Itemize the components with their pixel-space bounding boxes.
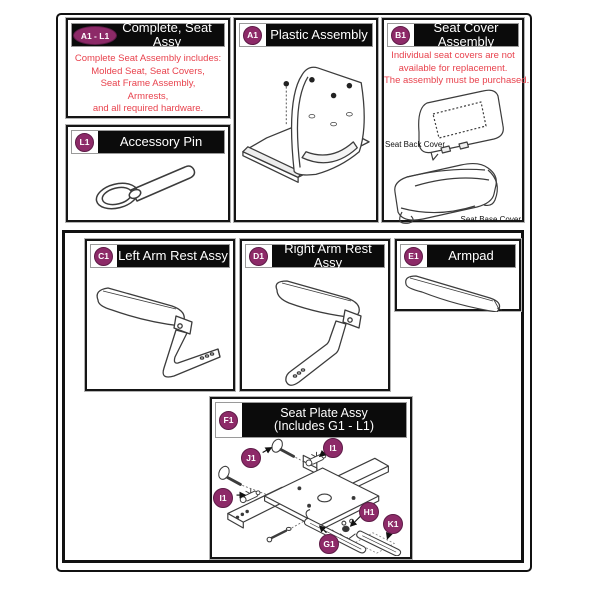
panel-armpad-header bbox=[400, 244, 516, 268]
panel-seat-plate bbox=[210, 397, 412, 559]
complete-note-text: Complete Seat Assembly includes: Molded Seat, Seat Covers, Seat Frame Assembly, Armrests, and all required hardware. bbox=[74, 53, 222, 114]
panel-seat-plate-header bbox=[215, 402, 407, 438]
panel-seat-cover-header bbox=[387, 20, 519, 49]
callout-i1-left: I1 bbox=[213, 488, 233, 508]
accessory-pin-icon bbox=[73, 154, 223, 218]
seat-plate-title-line2: (Includes G1 - L1) bbox=[273, 419, 375, 433]
panel-left-arm-title: Left Arm Rest Assy bbox=[117, 245, 229, 267]
panel-seat-cover-title: Seat Cover Assembly bbox=[414, 24, 518, 46]
badge-a1-l1: A1 - L1 bbox=[73, 26, 117, 45]
callout-h1: H1 bbox=[359, 502, 379, 522]
badge-c1: C1 bbox=[94, 247, 113, 266]
panel-complete-seat-assy bbox=[66, 18, 230, 118]
badge-e1: E1 bbox=[404, 247, 423, 266]
callout-j1: J1 bbox=[241, 448, 261, 468]
panel-left-arm-header bbox=[90, 244, 230, 268]
panel-seat-plate-title bbox=[242, 403, 406, 437]
accessory-pin-drawing bbox=[68, 154, 228, 218]
seat-covers-icon bbox=[385, 88, 521, 226]
panel-right-arm-title: Right Arm Rest Assy bbox=[272, 245, 384, 267]
panel-left-arm-rest bbox=[85, 239, 235, 391]
callout-i1-top: I1 bbox=[323, 438, 343, 458]
panel-armpad bbox=[395, 239, 521, 311]
seat-plate-title-line1: Seat Plate Assy bbox=[280, 405, 368, 420]
callout-k1: K1 bbox=[383, 514, 403, 534]
panel-seat-cover bbox=[382, 18, 530, 224]
seat-plate-diagram bbox=[213, 438, 409, 556]
panel-right-arm-rest bbox=[240, 239, 390, 391]
panel-seat-cover-body bbox=[384, 47, 530, 226]
badge-a1: A1 bbox=[243, 26, 262, 45]
panel-plastic-assembly bbox=[234, 18, 378, 222]
badge-l1: L1 bbox=[75, 133, 94, 152]
seat-cover-drawing bbox=[385, 88, 521, 226]
panel-accessory-pin-title: Accessory Pin bbox=[98, 131, 224, 153]
plastic-assembly-drawing bbox=[236, 47, 376, 213]
panel-right-arm-header bbox=[245, 241, 385, 270]
panel-accessory-pin bbox=[66, 125, 230, 222]
seat-plate-drawing bbox=[212, 438, 410, 556]
panel-complete-header bbox=[71, 20, 225, 49]
right-armrest-icon bbox=[243, 268, 387, 388]
left-armrest-icon bbox=[88, 268, 232, 388]
callout-g1: G1 bbox=[319, 534, 339, 554]
page-frame bbox=[56, 13, 532, 572]
badge-b1: B1 bbox=[391, 26, 410, 45]
left-arm-drawing bbox=[87, 268, 233, 388]
armpad-icon bbox=[398, 268, 518, 312]
seat-cover-note-text: Individual seat covers are not available for replacement. The assembly must be purchased. bbox=[384, 50, 530, 86]
molded-seat-icon bbox=[237, 53, 375, 213]
bottom-section-frame bbox=[62, 230, 524, 563]
seat-back-cover-label: Seat Back Cover bbox=[385, 139, 446, 149]
badge-f1: F1 bbox=[219, 411, 238, 430]
panel-complete-title: Complete, Seat Assy bbox=[72, 24, 224, 46]
panel-plastic-title: Plastic Assembly bbox=[266, 24, 372, 46]
right-arm-drawing bbox=[242, 268, 388, 388]
armpad-drawing bbox=[397, 268, 519, 312]
badge-d1: D1 bbox=[249, 247, 268, 266]
panel-complete-body bbox=[68, 47, 228, 116]
panel-plastic-header bbox=[239, 23, 373, 47]
panel-armpad-title: Armpad bbox=[427, 245, 515, 267]
panel-accessory-pin-header bbox=[71, 130, 225, 154]
seat-base-cover-label: Seat Base Cover bbox=[460, 214, 521, 224]
